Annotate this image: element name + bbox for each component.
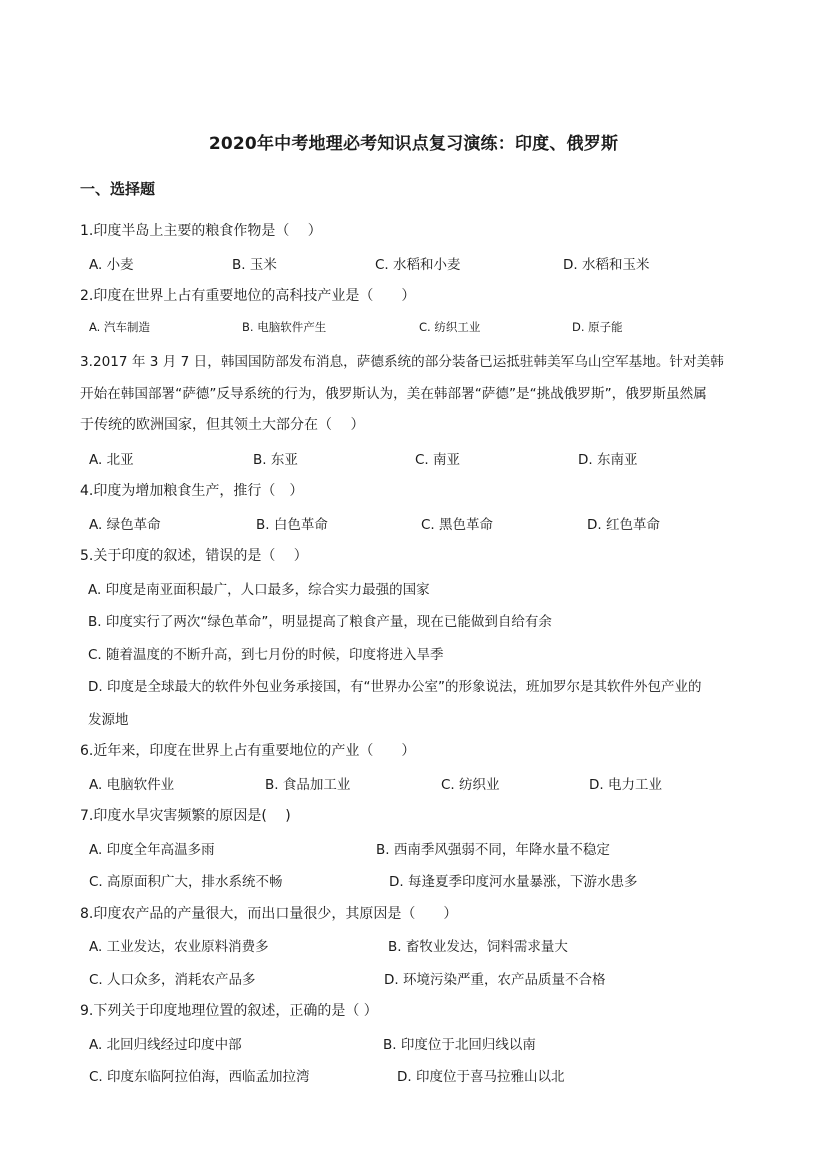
option-a: A. 电脑软件业 — [89, 777, 175, 793]
question-3-options — [0, 448, 827, 468]
question-2-stem: 2.印度在世界上占有重要地位的高科技产业是（ ） — [80, 288, 416, 304]
option-a: A. 工业发达，农业原料消费多 — [89, 939, 269, 955]
option-b: B. 食品加工业 — [265, 777, 351, 793]
option-d: D. 印度位于喜马拉雅山以北 — [397, 1069, 565, 1085]
question-8-stem: 8.印度农产品的产量很大，而出口量很少，其原因是（ ） — [80, 906, 458, 922]
option-a: A. 印度全年高温多雨 — [89, 842, 215, 858]
option-b: B. 东亚 — [253, 452, 298, 468]
question-5-option-b: B. 印度实行了两次“绿色革命”，明显提高了粮食产量，现在已能做到自给有余 — [88, 614, 552, 630]
option-c: C. 南亚 — [415, 452, 461, 468]
question-8-options-row-2 — [0, 968, 827, 988]
option-b: B. 白色革命 — [256, 517, 328, 533]
page-title: 2020年中考地理必考知识点复习演练：印度、俄罗斯 — [208, 134, 619, 154]
option-a: A. 汽车制造 — [89, 320, 150, 334]
option-c: C. 水稻和小麦 — [375, 257, 461, 273]
option-c: C. 人口众多，消耗农产品多 — [89, 972, 256, 988]
option-d: D. 原子能 — [572, 320, 623, 334]
section-heading: 一、选择题 — [80, 180, 156, 198]
question-2-options — [0, 319, 827, 339]
option-a: A. 小麦 — [89, 257, 134, 273]
question-5-option-d-line-1: D. 印度是全球最大的软件外包业务承接国，有“世界办公室”的形象说法，班加罗尔是其软件外包产业的 — [88, 679, 702, 695]
option-c: C. 纺织业 — [441, 777, 500, 793]
option-b: B. 畜牧业发达，饲料需求量大 — [388, 939, 568, 955]
option-a: A. 绿色革命 — [89, 517, 161, 533]
option-b: B. 印度位于北回归线以南 — [383, 1037, 536, 1053]
question-5-option-d-line-2: 发源地 — [88, 712, 129, 728]
question-9-stem: 9.下列关于印度地理位置的叙述，正确的是（ ） — [80, 1003, 378, 1019]
option-d: D. 东南亚 — [578, 452, 638, 468]
option-d: D. 红色革命 — [587, 517, 660, 533]
question-5-option-c: C. 随着温度的不断升高，到七月份的时候，印度将进入旱季 — [88, 647, 444, 663]
question-4-options — [0, 513, 827, 533]
question-7-options-row-2 — [0, 870, 827, 890]
question-3-stem-line-1: 3.2017 年 3 月 7 日，韩国国防部发布消息，萨德系统的部分装备已运抵驻韩美军乌山空军基地。针对美韩 — [80, 354, 724, 370]
question-3-stem-line-2: 开始在韩国部署“萨德”反导系统的行为，俄罗斯认为，美在韩部署“萨德”是“挑战俄罗斯”，俄罗斯虽然属 — [80, 386, 707, 402]
option-d: D. 电力工业 — [589, 777, 662, 793]
question-6-stem: 6.近年来，印度在世界上占有重要地位的产业（ ） — [80, 743, 416, 759]
option-b: B. 电脑软件产生 — [242, 320, 327, 334]
question-5-stem: 5.关于印度的叙述，错误的是（ ） — [80, 548, 308, 564]
question-9-options-row-1 — [0, 1033, 827, 1053]
option-d: D. 水稻和玉米 — [563, 257, 650, 273]
question-8-options-row-1 — [0, 935, 827, 955]
question-7-stem: 7.印度水旱灾害频繁的原因是( ) — [80, 808, 291, 824]
option-c: C. 纺织工业 — [419, 320, 481, 334]
question-4-stem: 4.印度为增加粮食生产，推行（ ） — [80, 483, 304, 499]
option-a: A. 北亚 — [89, 452, 134, 468]
question-9-options-row-2 — [0, 1065, 827, 1085]
question-5-option-a: A. 印度是南亚面积最广，人口最多，综合实力最强的国家 — [88, 582, 430, 598]
option-b: B. 西南季风强弱不同，年降水量不稳定 — [376, 842, 610, 858]
option-a: A. 北回归线经过印度中部 — [89, 1037, 242, 1053]
option-c: C. 黑色革命 — [421, 517, 494, 533]
option-c: C. 印度东临阿拉伯海，西临孟加拉湾 — [89, 1069, 310, 1085]
question-3-stem-line-3: 于传统的欧洲国家，但其领土大部分在（ ） — [80, 417, 365, 433]
question-1-options — [0, 253, 827, 273]
option-b: B. 玉米 — [232, 257, 277, 273]
question-7-options-row-1 — [0, 838, 827, 858]
question-6-options — [0, 773, 827, 793]
option-d: D. 每逢夏季印度河水量暴涨，下游水患多 — [389, 874, 638, 890]
question-1-stem: 1.印度半岛上主要的粮食作物是（ ） — [80, 223, 322, 239]
option-d: D. 环境污染严重，农产品质量不合格 — [384, 972, 606, 988]
option-c: C. 高原面积广大，排水系统不畅 — [89, 874, 283, 890]
